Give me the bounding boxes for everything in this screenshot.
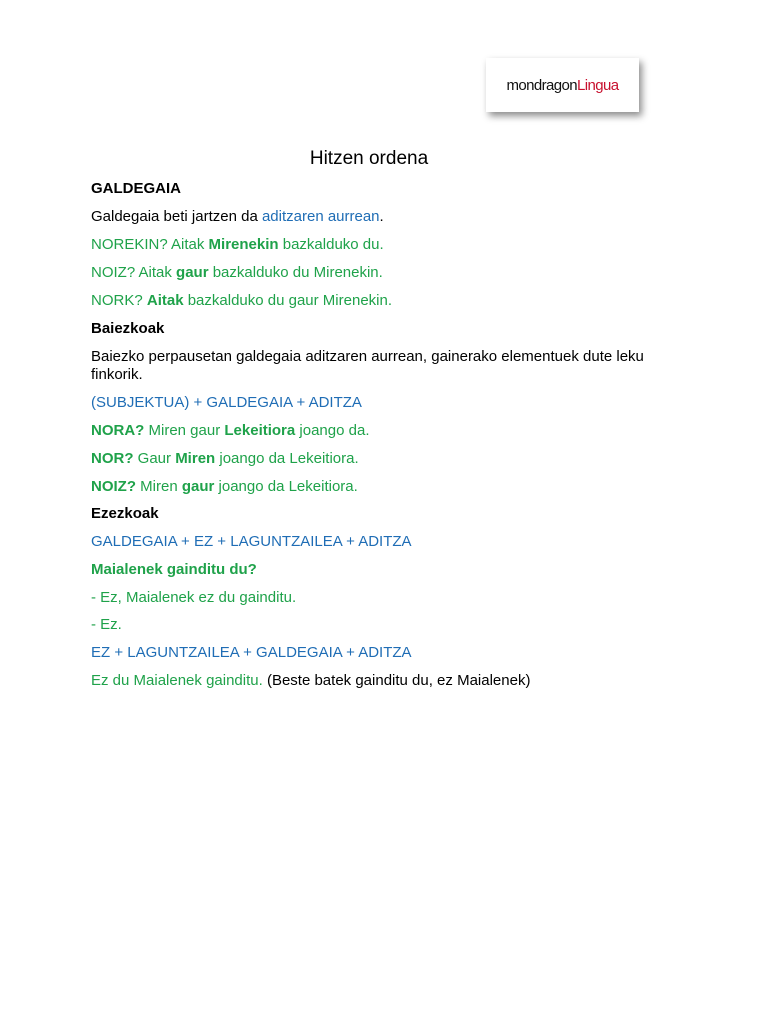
mondragon-lingua-logo — [486, 58, 639, 112]
aditzaren-aurrean-text: aditzaren aurrean — [261, 208, 380, 225]
galdegaia-example-noiz: NOIZ? Aitak gaur bazkalduko du Mirenekin. — [91, 264, 383, 281]
baiezkoak-formula: (SUBJEKTUA) + GALDEGAIA + ADITZA — [91, 394, 362, 411]
galdegaia-example-norekin: NOREKIN? Aitak Mirenekin bazkalduko du. — [91, 236, 384, 253]
galdegaia-intro: Galdegaia beti jartzen da aditzaren aurrean. — [91, 208, 384, 225]
ezezkoak-question: Maialenek gainditu du? — [91, 561, 257, 578]
baiezkoak-example-nora: NORA? Miren gaur Lekeitiora joango da. — [91, 422, 370, 439]
baiezkoak-text: Baiezko perpausetan galdegaia aditzaren aurrean, gainerako elementuek dute leku finkorik. — [91, 348, 644, 383]
ezezkoak-formula-2: EZ + LAGUNTZAILEA + GALDEGAIA + ADITZA — [91, 644, 412, 661]
logo-text-lingua: Lingua — [577, 76, 619, 94]
baiezkoak-example-noiz: NOIZ? Miren gaur joango da Lekeitiora. — [91, 478, 358, 495]
page-title: Hitzen ordena — [309, 148, 429, 169]
ezezkoak-answer-1: - Ez, Maialenek ez du gainditu. — [91, 589, 297, 606]
baiezkoak-example-nor: NOR? Gaur Miren joango da Lekeitiora. — [91, 450, 359, 467]
ezezkoak-answer-2: - Ez. — [91, 616, 122, 633]
galdegaia-example-nork: NORK? Aitak bazkalduko du gaur Mirenekin. — [91, 292, 393, 309]
baiezkoak-heading: Baiezkoak — [91, 320, 165, 337]
ezezkoak-heading: Ezezkoak — [91, 505, 159, 522]
logo-text-mondragon: mondragon — [506, 76, 578, 94]
ezezkoak-formula-1: GALDEGAIA + EZ + LAGUNTZAILEA + ADITZA — [91, 533, 412, 550]
ezezkoak-final-example: Ez du Maialenek gainditu. (Beste batek gainditu du, ez Maialenek) — [91, 672, 531, 689]
galdegaia-heading: GALDEGAIA — [91, 180, 181, 197]
